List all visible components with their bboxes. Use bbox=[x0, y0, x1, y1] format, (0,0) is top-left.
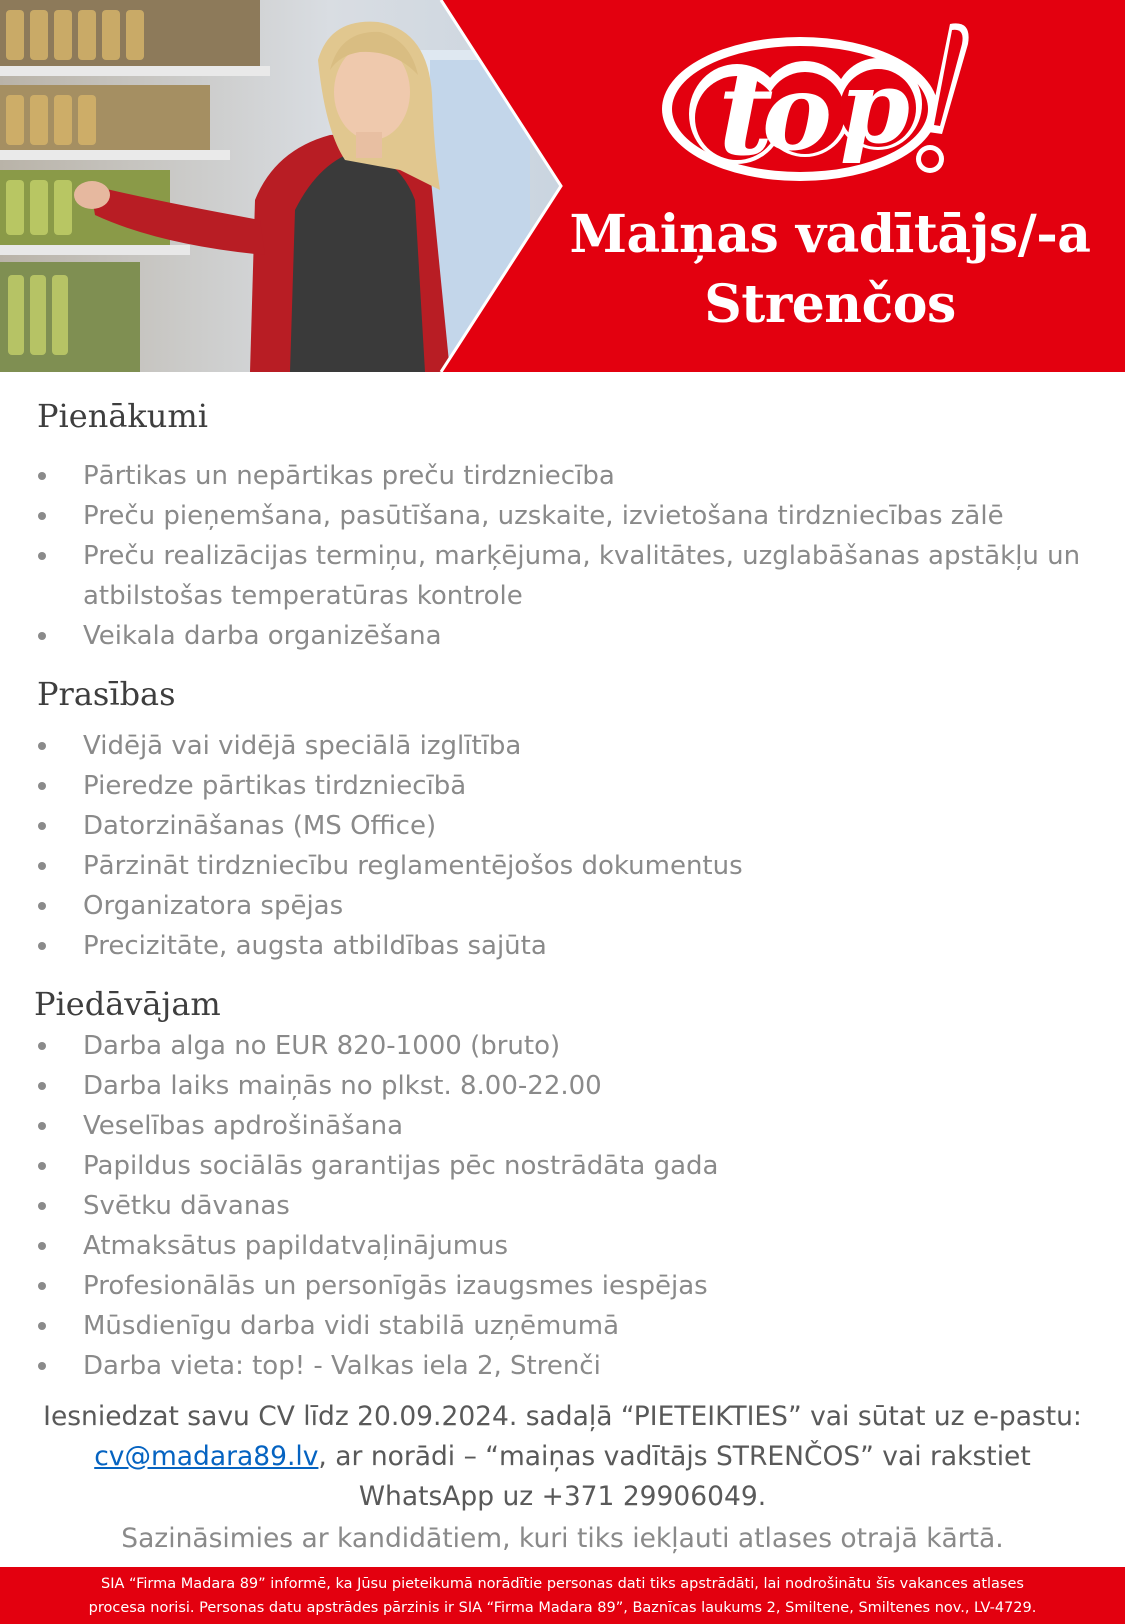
apply-line-3: WhatsApp uz +371 29906049. bbox=[358, 1481, 767, 1512]
list-item: Datorzināšanas (MS Office) bbox=[36, 806, 1096, 846]
list-item: Organizatora spējas bbox=[36, 886, 1096, 926]
job-title-line-1: Maiņas vadītājs/-a bbox=[569, 204, 1091, 265]
application-instructions bbox=[20, 1397, 1105, 1517]
duties-list bbox=[36, 456, 1096, 656]
requirements-list bbox=[36, 726, 1096, 966]
list-item: Darba laiks maiņās no plkst. 8.00-22.00 bbox=[36, 1066, 1096, 1106]
apply-line-2 bbox=[20, 1437, 1105, 1477]
list-item: Pieredze pārtikas tirdzniecībā bbox=[36, 766, 1096, 806]
list-item: Pārzināt tirdzniecību reglamentējošos dokumentus bbox=[36, 846, 1096, 886]
list-item: Papildus sociālās garantijas pēc nostrādāta gada bbox=[36, 1146, 1096, 1186]
list-item: Svētku dāvanas bbox=[36, 1186, 1096, 1226]
offer-heading: Piedāvājam bbox=[34, 985, 221, 1023]
svg-text:o: o bbox=[762, 50, 833, 174]
list-item: Atmaksātus papildatvaļinājumus bbox=[36, 1226, 1096, 1266]
list-item: Preču realizācijas termiņu, marķējuma, kvalitātes, uzglabāšanas apstākļu un atbilstošas temperatūras kontrole bbox=[36, 536, 1096, 616]
list-item: Preču pieņemšana, pasūtīšana, uzskaite, izvietošana tirdzniecības zālē bbox=[36, 496, 1096, 536]
job-title bbox=[560, 200, 1100, 340]
privacy-footer bbox=[0, 1567, 1125, 1624]
list-item: Pārtikas un nepārtikas preču tirdzniecība bbox=[36, 456, 1096, 496]
list-item: Darba vieta: top! - Valkas iela 2, Strenči bbox=[36, 1346, 1096, 1386]
job-title-line-2: Strenčos bbox=[704, 274, 956, 335]
top-logo bbox=[650, 14, 980, 194]
hero-banner bbox=[0, 0, 1125, 372]
list-item: Precizitāte, augsta atbildības sajūta bbox=[36, 926, 1096, 966]
list-item: Darba alga no EUR 820-1000 (bruto) bbox=[36, 1026, 1096, 1066]
list-item: Veselības apdrošināšana bbox=[36, 1106, 1096, 1146]
footer-line-1: SIA “Firma Madara 89” informē, ka Jūsu pieteikumā norādītie personas dati tiks apstrādāti, lai nodrošinātu šīs vakances atlases bbox=[101, 1576, 1024, 1592]
email-link[interactable]: cv@madara89.lv bbox=[94, 1441, 319, 1472]
contact-note: Sazināsimies ar kandidātiem, kuri tiks iekļauti atlases otrajā kārtā. bbox=[121, 1523, 1004, 1554]
list-item: Vidējā vai vidējā speciālā izglītība bbox=[36, 726, 1096, 766]
svg-text:t: t bbox=[718, 42, 774, 183]
apply-line-1: Iesniedzat savu CV līdz 20.09.2024. sadaļā “PIETEIKTIES” vai sūtat uz e-pastu: bbox=[43, 1401, 1082, 1432]
duties-heading: Pienākumi bbox=[37, 397, 208, 435]
list-item: Profesionālās un personīgās izaugsmes iespējas bbox=[36, 1266, 1096, 1306]
apply-line-2-text: , ar norādi – “maiņas vadītājs STRENČOS” vai rakstiet bbox=[318, 1441, 1031, 1472]
offer-list bbox=[36, 1026, 1096, 1386]
footer-line-2: procesa norisi. Personas datu apstrādes pārzinis ir SIA “Firma Madara 89”, Baznīcas laukums 2, Smiltene, Smiltenes nov., LV-4729. bbox=[88, 1600, 1037, 1616]
list-item: Veikala darba organizēšana bbox=[36, 616, 1096, 656]
list-item: Mūsdienīgu darba vidi stabilā uzņēmumā bbox=[36, 1306, 1096, 1346]
requirements-heading: Prasības bbox=[37, 675, 176, 713]
svg-text:p: p bbox=[840, 48, 910, 166]
